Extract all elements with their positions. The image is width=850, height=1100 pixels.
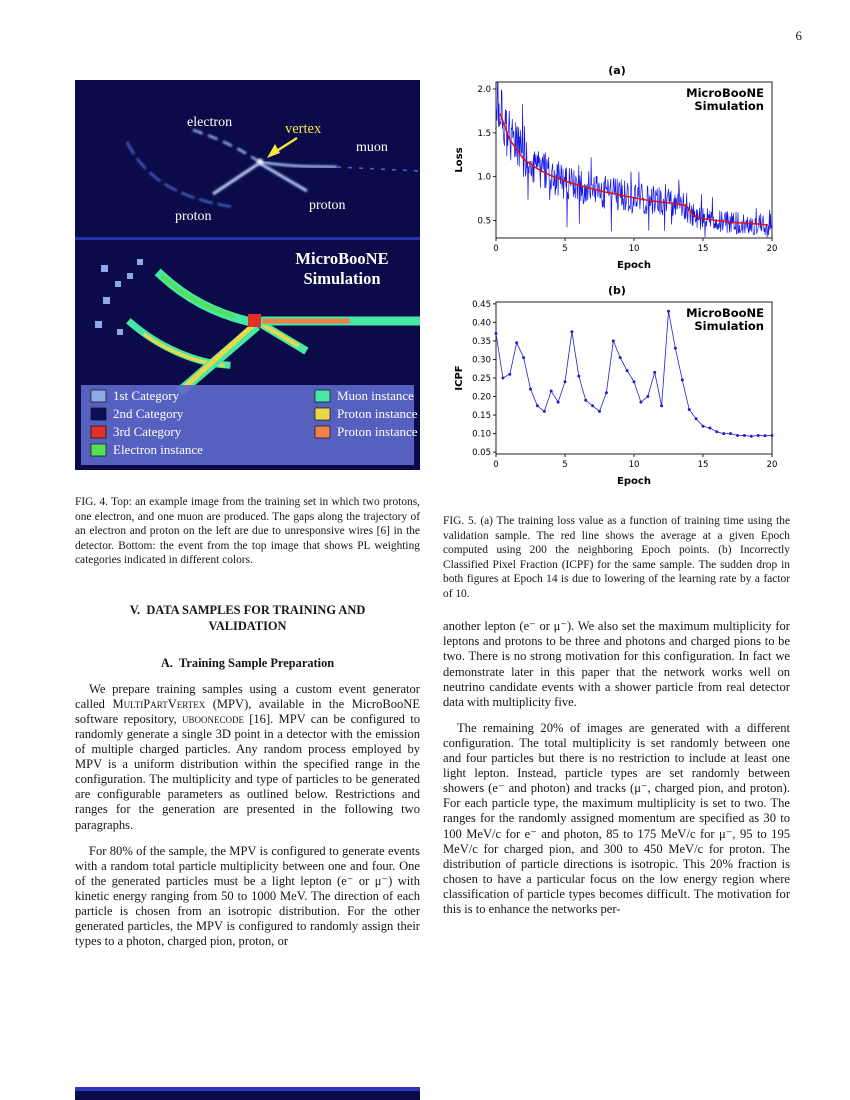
legend-swatch — [91, 408, 106, 420]
svg-text:Loss: Loss — [453, 147, 465, 173]
svg-text:ICPF: ICPF — [453, 365, 465, 391]
svg-text:10: 10 — [628, 460, 639, 470]
svg-text:1.5: 1.5 — [476, 128, 491, 139]
svg-text:MicroBooNE: MicroBooNE — [685, 86, 764, 100]
svg-text:0.20: 0.20 — [471, 392, 491, 403]
legend-label: Electron instance — [113, 442, 203, 457]
svg-text:5: 5 — [561, 244, 568, 254]
page-number: 6 — [795, 28, 802, 43]
legend-swatch — [315, 426, 330, 438]
svg-text:0.45: 0.45 — [471, 299, 491, 310]
figure-4-caption: FIG. 4. Top: an example image from the training set in which two protons, one electron, and one muon are produced. The gaps along the trajectory of an electron and proton on the left are due to unresponsive wires [6] in the detector. Bottom: the event from the top image that shows PL weighting categories indicated in different colors. — [75, 496, 420, 567]
proton-right-label: proton — [309, 198, 346, 213]
watermark-line2: Simulation — [303, 269, 381, 288]
svg-text:2.0: 2.0 — [476, 85, 491, 96]
svg-text:0.15: 0.15 — [471, 411, 491, 422]
svg-text:(b): (b) — [607, 284, 626, 297]
vertex-label: vertex — [285, 121, 322, 137]
svg-text:0: 0 — [492, 460, 499, 470]
subsection-heading: A. Training Sample Preparation — [160, 655, 335, 670]
legend-label: 2nd Category — [113, 406, 184, 421]
svg-text:0.40: 0.40 — [471, 318, 491, 329]
loss-chart — [452, 64, 782, 272]
legend-label: Muon instance — [337, 388, 414, 403]
svg-text:15: 15 — [697, 244, 708, 254]
svg-text:10: 10 — [628, 244, 639, 254]
vertex-point — [257, 159, 264, 166]
legend-swatch — [91, 426, 106, 438]
next-figure-partial — [75, 1087, 420, 1100]
legend-swatch — [315, 408, 330, 420]
legend-swatch — [91, 390, 106, 402]
legend-label: 3rd Category — [113, 424, 182, 439]
paragraph-left-2: For 80% of the sample, the MPV is configured to generate events with a random total particle multiplicity between one and four. One of the generated particles must be a light lepton (e⁻ or μ⁻) with kinetic energy ranging from 50 to 1000 MeV. The direction of each particle is chosen from an isotropic distribution. For the other generated particles, the MPV is configured to randomly assign their types to a photon, charged pion, proton, or — [75, 843, 420, 949]
legend-swatch — [91, 444, 106, 456]
svg-text:0: 0 — [492, 244, 499, 254]
panel-divider — [75, 237, 420, 240]
vertex-category-pixel — [248, 314, 261, 327]
svg-text:MicroBooNE: MicroBooNE — [685, 306, 764, 320]
svg-text:(a): (a) — [607, 64, 626, 77]
right-column — [443, 64, 790, 917]
legend-swatch — [315, 390, 330, 402]
svg-text:0.5: 0.5 — [476, 216, 491, 227]
paragraph-left-1: We prepare training samples using a custom event generator called MultiPartVertex (MPV), available in the MicroBooNE software repository, uboonecode [16]. MPV can be configured to randomly generate a single 3D point in a detector with the emission of multiple charged particles. Any random process employed by MPV is a uniform distribution within the specified range in the configuration. The multiplicity and type of particles to be generated are configurable parameters as outlined below. Restrictions and ranges for the generation are presented in the following two paragraphs. — [75, 681, 420, 832]
svg-text:Epoch: Epoch — [616, 260, 651, 271]
svg-text:0.10: 0.10 — [471, 429, 491, 440]
figure-5-caption: FIG. 5. (a) The training loss value as a function of training time using the validation sample. The red line shows the average at a given Epoch computed using 200 the neighboring Epoch points. (b) Incorrectly Classified Pixel Fraction (ICPF) for the same sample. The sudden drop in both figures at Epoch 14 is due to lowering of the learning rate by a factor of 10. — [443, 515, 790, 600]
svg-text:Simulation: Simulation — [693, 319, 764, 333]
svg-text:15: 15 — [697, 460, 708, 470]
svg-text:Epoch: Epoch — [616, 476, 651, 487]
svg-text:1.0: 1.0 — [476, 172, 491, 183]
svg-text:0.25: 0.25 — [471, 374, 491, 384]
left-column — [75, 80, 420, 949]
svg-text:Simulation: Simulation — [693, 99, 764, 113]
svg-text:0.35: 0.35 — [471, 336, 491, 347]
legend-label: 1st Category — [113, 388, 180, 403]
figure4-bottom-panel — [75, 237, 420, 470]
section-heading-line1: V. DATA SAMPLES FOR TRAINING AND — [129, 602, 366, 617]
watermark-line1: MicroBooNE — [295, 249, 389, 268]
section-heading — [75, 602, 420, 635]
paragraph-right-2: The remaining 20% of images are generated with a different configuration. The total multiplicity is set randomly between one and four particles but there is no restriction to include at least one light lepton. Instead, particle types are set randomly between showers (e⁻ and photon) and tracks (μ⁻, charged pion, and proton). For each particle type, the maximum multiplicity is set to two. The ranges for the randomly assigned momentum are specified as 30 to 100 MeV/c for e⁻ and photon, 85 to 175 MeV/c for μ⁻, 95 to 195 MeV/c for charged pion, and 300 to 450 MeV/c for proton. The distribution of particle directions is isotropic. This 20% fraction is chosen to have a particular focus on the low energy region where classification of particle types becomes difficult. The motivation for this is to enhance the networks per- — [443, 720, 790, 916]
muon-label: muon — [356, 140, 388, 155]
figure-4-image — [75, 80, 420, 470]
svg-text:0.05: 0.05 — [471, 448, 491, 459]
svg-text:5: 5 — [561, 460, 568, 470]
svg-text:0.30: 0.30 — [471, 355, 491, 366]
figure-5 — [443, 64, 790, 488]
legend-label: Proton instance — [337, 406, 418, 421]
legend-label: Proton instance — [337, 424, 418, 439]
paragraph-right-1: another lepton (e⁻ or μ⁻). We also set the maximum multiplicity for leptons and protons to be three and photons and charged pions to be two. There is no strong motivation for this configuration. In fact we demonstrate later in this paper that the network works well on neutrino candidate events with a shower particle from real detector data with multiplicity five. — [443, 619, 790, 709]
svg-text:20: 20 — [766, 244, 777, 254]
figure4-legend — [81, 385, 418, 465]
icpf-chart — [452, 284, 782, 488]
section-heading-line2: VALIDATION — [208, 619, 287, 634]
proton-left-label: proton — [175, 209, 212, 224]
svg-text:20: 20 — [766, 460, 777, 470]
figure4-top-panel — [75, 80, 420, 237]
electron-label: electron — [187, 115, 233, 130]
figure-4 — [75, 80, 420, 475]
